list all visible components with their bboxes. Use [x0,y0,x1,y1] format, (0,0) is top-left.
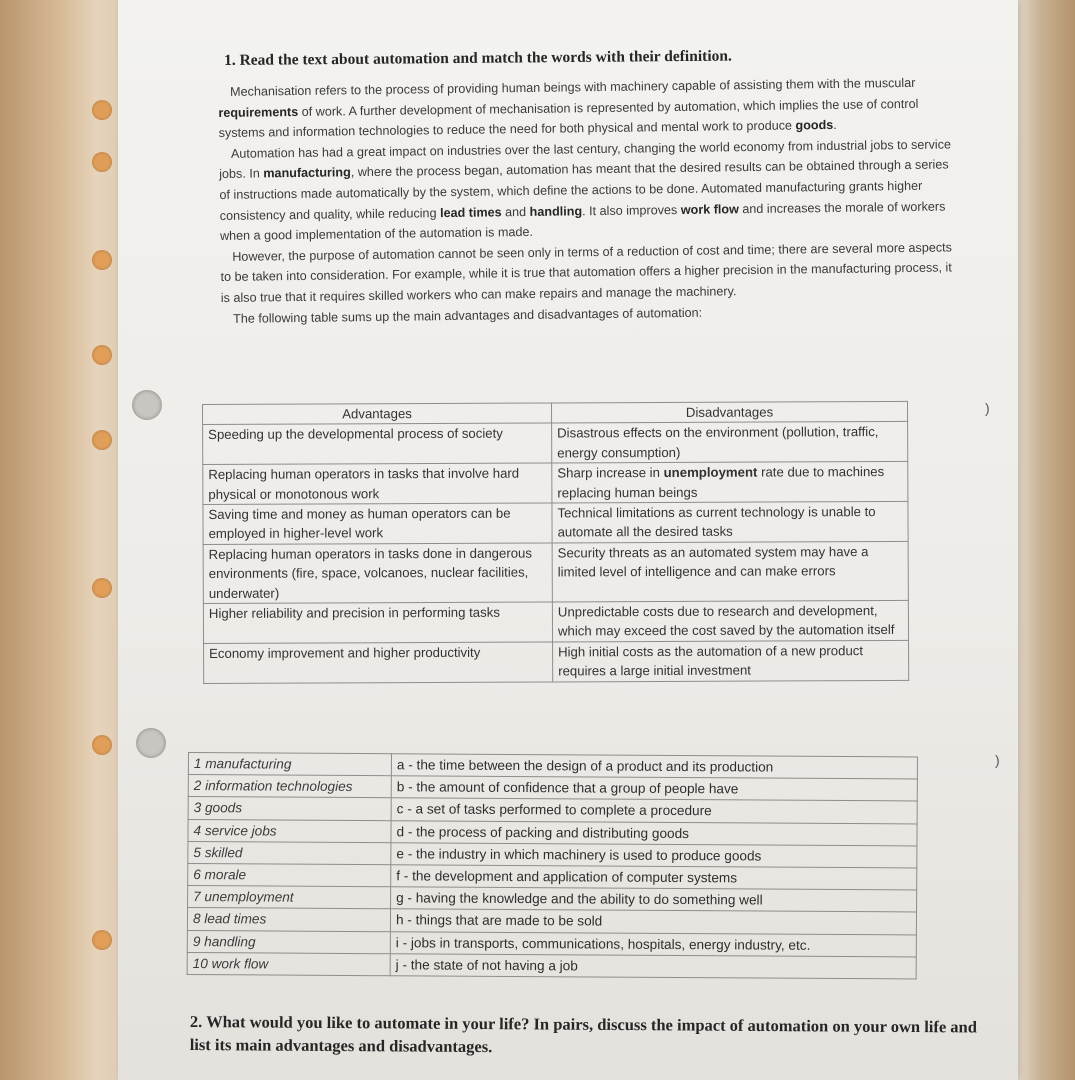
text-run: Technical limitations as current technology is unable to automate all the desired tasks [557,504,876,540]
punch-hole [132,390,162,420]
advantages-disadvantages-table [202,401,909,684]
table-row [203,422,908,465]
text-run: and [501,204,530,219]
highlighted-keyword: goods [795,118,834,133]
binder-hole [92,100,112,120]
text-run: Automation has had a great impact on industries over the last century, changing the world economy from industrial jobs to service jobs. In [219,137,952,182]
disadvantage-cell [552,462,908,503]
text-run: However, the purpose of automation cannot be seen only in terms of a reduction of cost and time; there are several more aspects to be taken into consideration. For example, while it is true that automation offers a higher precision in the manufacturing process, it is also true that it requires skilled workers who can make repairs and manage the machinery. [220,240,952,305]
exercise-2-title: 2. What would you like to automate in your life? In pairs, discuss the impact of automation on your own life and list its main advantages and disadvantages. [189,1011,978,1057]
text-run: Security threats as an automated system may have a limited level of intelligence and can make errors [557,543,869,580]
definition-cell: h - things that are made to be sold [390,909,916,934]
definition-cell: i - jobs in transports, communications, hospitals, energy industry, etc. [390,931,916,956]
advantage-cell [203,463,552,504]
advantage-cell [203,423,552,464]
term-cell: 2 information technologies [188,775,391,798]
text-run: Economy improvement and higher productivity [209,644,481,661]
definition-cell: e - the industry in which machinery is used to produce goods [391,843,917,868]
text-run: Disastrous effects on the environment (pollution, traffic, energy consumption) [557,424,879,461]
text-run: . [833,118,837,133]
disadvantages-header: Disadvantages [551,401,907,423]
text-run: , where the process began, automation has meant that the desired results can be obtained through a series of instructions made automatically by the system, which define the actions to be done. Automated manufacturing grants higher consistency and quality, while reducing [219,157,949,223]
highlighted-keyword: work flow [680,201,739,217]
highlighted-keyword: handling [529,203,583,219]
table-row [204,640,909,683]
reading-paragraph [220,237,956,308]
binder-hole [92,930,112,950]
term-cell: 10 work flow [187,952,390,975]
punch-hole [136,728,166,758]
definition-cell: f - the development and application of computer systems [391,865,917,890]
definition-cell: b - the amount of confidence that a group of people have [391,776,917,801]
highlighted-keyword: manufacturing [263,165,351,181]
text-run: Saving time and money as human operators can be employed in higher-level work [208,505,511,542]
binder-hole [92,578,112,598]
binder-hole [92,345,112,365]
table-row [203,501,908,544]
definition-cell: a - the time between the design of a product and its production [391,754,917,779]
term-cell: 9 handling [187,930,390,953]
highlighted-keyword: unemployment [663,464,758,481]
definition-cell: g - having the knowledge and the ability to do something well [391,887,917,912]
matching-table [187,752,918,979]
advantage-cell [204,642,553,683]
disadvantage-cell [552,501,908,542]
table-row [203,462,908,505]
exercise-1-title: 1. Read the text about automation and match the words with their definition. [224,47,732,69]
folder-right-edge [1013,0,1075,1080]
text-run: High initial costs as the automation of a new product requires a large initial investment [558,642,864,679]
reading-text [218,72,956,329]
advantages-header: Advantages [203,403,552,425]
highlighted-keyword: requirements [218,104,299,120]
advantage-cell [203,602,552,643]
highlighted-keyword: lead times [439,204,502,220]
text-run: Sharp increase in [557,465,664,481]
term-cell: 6 morale [188,864,391,887]
advantage-cell [203,543,552,604]
table-row [187,952,916,979]
binder-hole [92,735,112,755]
text-run: Speeding up the developmental process of society [208,426,503,443]
disadvantage-cell [553,640,909,681]
worksheet-page [118,0,1018,1080]
text-run: of work. A further development of mechanisation is represented by automation, which implies the use of control systems and information technologies to reduce the need for both physical and mental work to produce [218,96,919,141]
advantage-cell [203,503,552,544]
text-run: Higher reliability and precision in performing tasks [208,604,500,622]
text-run: and increases the morale of workers when a good implementation of the automation is made. [219,199,946,244]
term-cell: 7 unemployment [188,886,391,909]
binder-hole [92,430,112,450]
scan-mark: ) [985,400,990,416]
term-cell: 4 service jobs [188,819,391,842]
binder-hole [92,152,112,172]
term-cell: 5 skilled [188,841,391,864]
term-cell: 1 manufacturing [188,753,391,776]
scan-mark: ) [995,752,1000,768]
text-run: Replacing human operators in tasks that involve hard physical or monotonous work [208,465,520,502]
table-row [203,600,908,643]
text-run: The following table sums up the main advantages and disadvantages of automation: [233,305,703,326]
reading-paragraph [218,72,954,143]
text-run: Unpredictable costs due to research and development, which may exceed the cost saved by the automation itself [557,603,895,639]
text-run: Mechanisation refers to the process of providing human beings with machinery capable of assisting them with the muscular [230,75,916,99]
disadvantage-cell [552,600,908,641]
text-run: rate due to machines replacing human beings [557,464,885,501]
term-cell: 3 goods [188,797,391,820]
disadvantage-cell [552,541,908,602]
reading-paragraph [219,134,955,247]
definition-cell: c - a set of tasks performed to complete a procedure [391,798,917,823]
disadvantage-cell [552,422,908,463]
table-row [203,541,908,603]
definition-cell: j - the state of not having a job [390,954,916,979]
text-run: . It also improves [582,202,681,218]
definition-cell: d - the process of packing and distributing goods [391,820,917,845]
text-run: Replacing human operators in tasks done in dangerous environments (fire, space, volcanoes, nuclear facilities, underwater) [208,545,532,601]
binder-hole [92,250,112,270]
term-cell: 8 lead times [187,908,390,931]
